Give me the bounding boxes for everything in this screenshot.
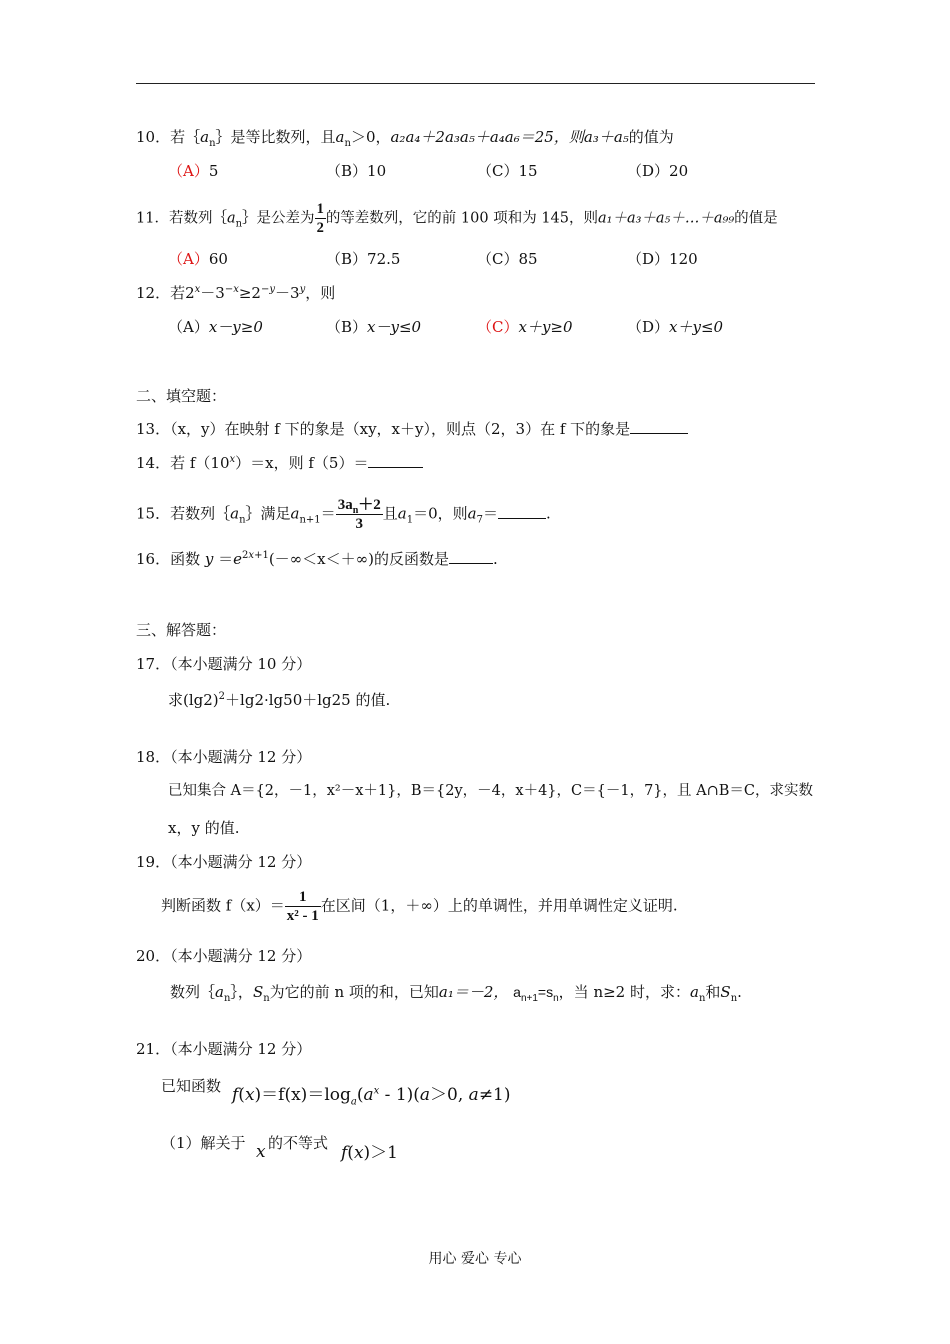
question-16: 16．函数 $y =e^{2x+1}(-\infty<x<+\infty)$的反函数是 . [136, 550, 498, 568]
question-19-body: 判断函数 f（x）＝ $\frac{1}{\text{x² - 1}}$ 在区间（1，＋∞）上的单调性，并用单调性定义证明. [161, 889, 678, 924]
section-fill-in-heading: 二、填空题： [136, 387, 227, 405]
q11-option-a: （A）60 [168, 250, 228, 268]
question-11: 11．若数列$\{a_n\}$是公差为 $\frac{1}{2}$ 的等差数列，它的前 100 项和为 145，则a₁＋a₃＋a₅＋…＋a₉₉的值是 [136, 201, 778, 236]
question-20-header: 20．（本小题满分 12 分） [136, 947, 312, 965]
question-15: 15．若数列$\{a_n\}$满足$a_{n+1}=$ $\frac{3a_n+2}{3}$ 且$a_1=0$，则$a_7=$ . [136, 497, 551, 532]
question-13: 13．（x，y）在映射 f 下的象是（xy，x＋y），则点（2，3）在 f 下的象是 [136, 419, 688, 439]
answer-blank [498, 504, 546, 519]
q10-option-d: （D）20 [627, 162, 689, 180]
question-21-part1-inequality: f(x)＞1 [341, 1143, 398, 1163]
fraction-one-half: $\frac{1}{2}$ [316, 201, 324, 236]
q11-option-b: （B）72.5 [326, 250, 401, 268]
q11-option-d: （D）120 [627, 250, 698, 268]
answer-blank [449, 549, 493, 564]
q10-option-a: （A）5 [168, 162, 219, 180]
q12-option-b: （B）x－y≤0 [326, 318, 422, 336]
question-21-part1: （1）解关于 [161, 1134, 246, 1152]
question-21-part1-mid: 的不等式 [268, 1134, 329, 1152]
fraction-function: $\frac{1}{\text{x² - 1}}$ [286, 889, 319, 924]
question-21-part1-variable: x [256, 1142, 266, 1162]
question-19-header: 19．（本小题满分 12 分） [136, 853, 312, 871]
question-14: 14．若 $f(10^x)=x$，则 f（5）＝ [136, 453, 423, 473]
question-21-intro: 已知函数 [161, 1077, 222, 1095]
question-17-body: 求$(\lg 2)^2+\lg 2\cdot\lg 50+\lg 25$ 的值. [168, 691, 391, 709]
question-18-body-line2: x，y 的值. [168, 819, 240, 837]
q10-option-b: （B）10 [326, 162, 387, 180]
question-12: 12．若$2^x-3^{-x}\ge 2^{-y}-3^y$，则 [136, 284, 336, 302]
header-rule [136, 83, 815, 84]
question-18-body-line1: 已知集合 A＝{2，－1，x²－x＋1}，B＝{2y，－4，x＋4}，C＝{－1，7}，且 A∩B＝C，求实数 [168, 783, 813, 799]
q12-option-a: （A）x－y≥0 [168, 318, 263, 336]
question-10: 10．若$\{a_n\}$是等比数列，且$a_n>0$，a₂a₄＋2a₃a₅＋a₄a₆＝25，则a₃＋a₅的值为 [136, 128, 674, 149]
question-21-function: $f(x)=f(x)=\log_a(a^x - 1)(a>0$, a≠1) [232, 1085, 511, 1108]
q10-option-c: （C）15 [477, 162, 538, 180]
answer-blank [630, 419, 688, 434]
page-footer: 用心 爱心 专心 [428, 1251, 522, 1267]
question-21-header: 21．（本小题满分 12 分） [136, 1040, 312, 1058]
question-17-header: 17．（本小题满分 10 分） [136, 655, 312, 673]
question-18-header: 18．（本小题满分 12 分） [136, 748, 312, 766]
question-20-body: 数列$\{a_n\}$，$S_n$为它的前 n 项的和，已知a₁＝－2， $a_{n+1}=s_n$，当 n≥2 时，求：$a_n$和$S_n$. [170, 983, 742, 1004]
q11-option-c: （C）85 [477, 250, 538, 268]
q12-option-d: （D）x＋y≤0 [627, 318, 724, 336]
fraction-recurrence: $\frac{3a_n+2}{3}$ [337, 497, 381, 532]
section-solutions-heading: 三、解答题： [136, 621, 227, 639]
answer-blank [368, 453, 423, 468]
q12-option-c: （C）x＋y≥0 [477, 318, 573, 336]
